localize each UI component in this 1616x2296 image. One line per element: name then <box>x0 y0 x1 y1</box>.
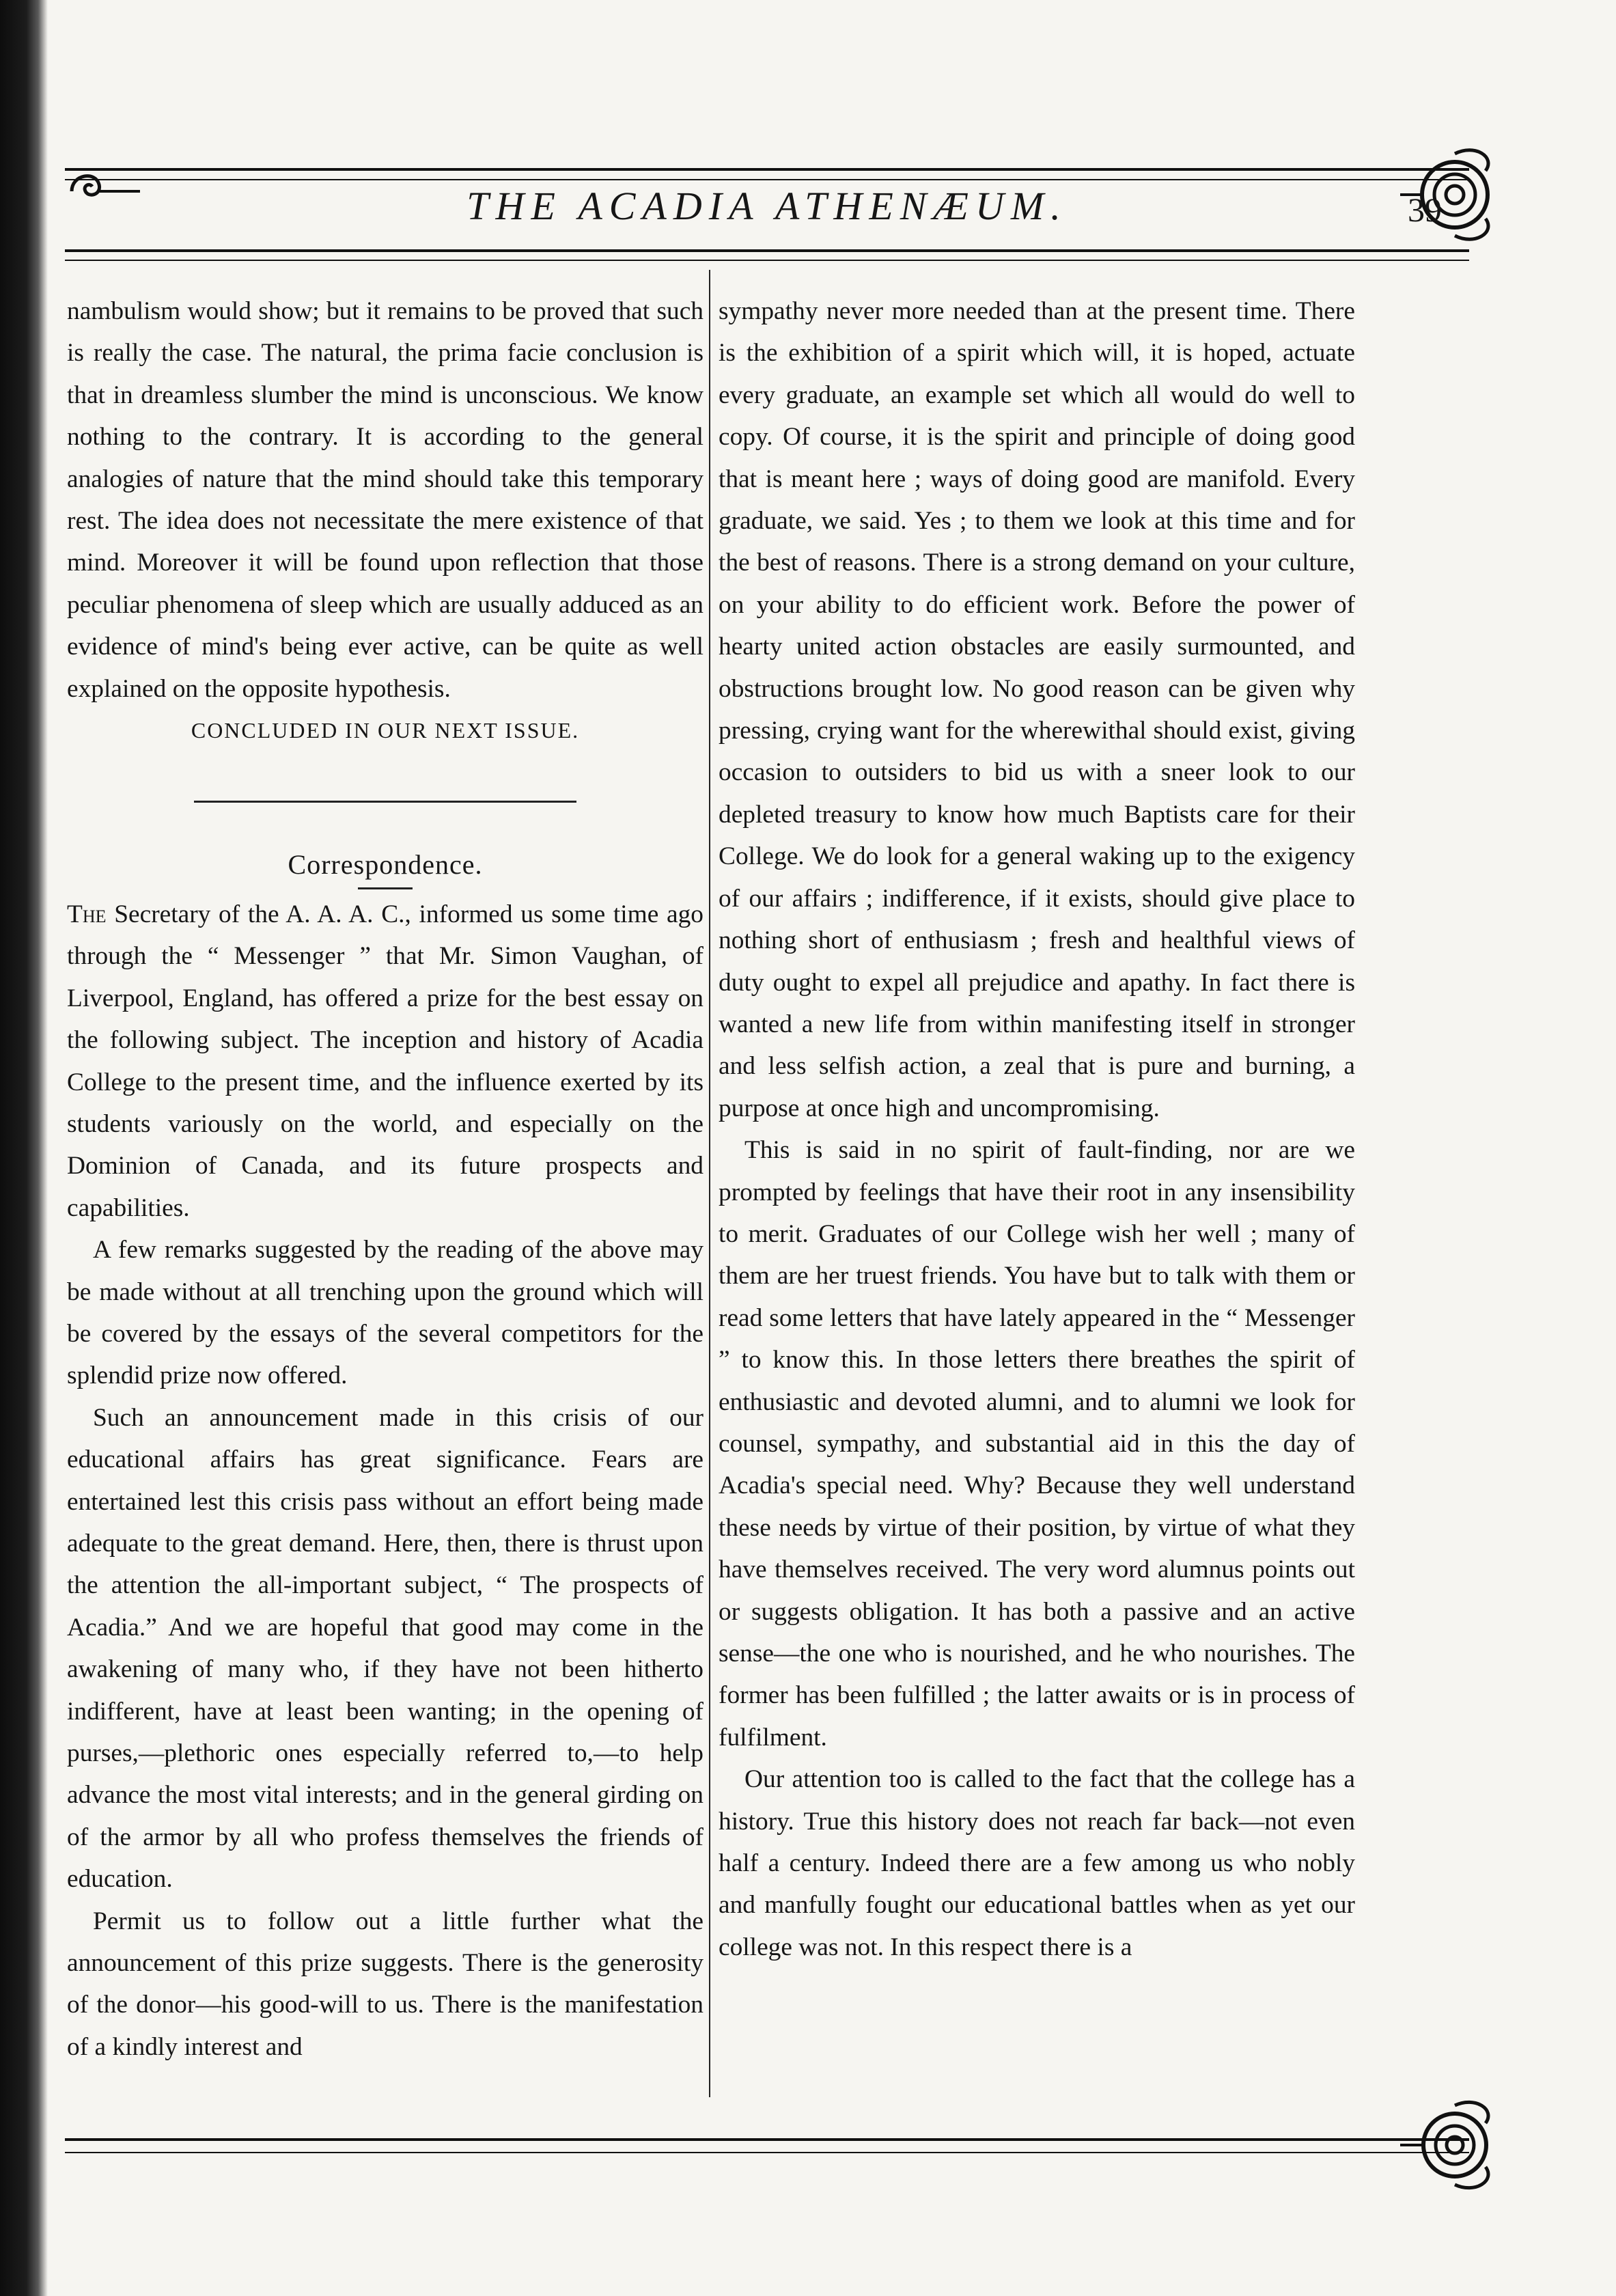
section-divider <box>194 801 576 803</box>
paragraph-body: Secretary of the A. A. A. C., informed us some time ago through the “ Messenger ” that Mr. Simon Vaughan, of Liverpool, England, has offered a prize for the best essay on the following subject. The inception and history of Acadia College to the present time, and the influence exerted by its students variously on the world, and especially on the Dominion of Canada, and its future prospects and capabilities. <box>67 900 703 1222</box>
page-number: 39 <box>1408 191 1442 229</box>
paragraph <box>67 894 703 1229</box>
footer-rule <box>65 2138 1469 2141</box>
column-divider <box>709 270 710 2097</box>
left-column <box>67 290 703 2068</box>
drop-word: The <box>67 900 107 928</box>
heading-underline <box>358 887 413 889</box>
journal-title: THE ACADIA ATHENÆUM. <box>466 184 1068 228</box>
paragraph: sympathy never more needed than at the present time. There is the exhibition of a spirit which will, it is hoped, actuate every graduate, an example set which all would do well to copy. Of course, it is the spirit and principle of doing good that is meant here ; ways of doing good are manifold. Every graduate, we said. Yes ; to them we look at this time and for the best of reasons. There is a strong demand on your culture, on your ability to do efficient work. Before the power of hearty united action obstacles are easily surmounted, and obstructions brought low. No good reason can be given why pressing, crying want for the wherewithal should exist, giving occasion to outsiders to bid us with a sneer look to our depleted treasury to know how much Baptists care for their College. We do look for a general waking up to the exigency of our affairs ; indifference, if it exists, should give place to nothing short of enthusiasm ; fresh and healthful views of duty ought to expel all prejudice and apathy. In fact there is wanted a new life from within manifesting itself in stronger and less selfish action, a zeal that is pure and burning, a purpose at once high and uncompromising. <box>719 297 1355 1122</box>
right-column <box>719 290 1355 1968</box>
footer-rule-thin <box>65 2152 1469 2153</box>
paragraph: A few remarks suggested by the reading of the above may be made without at all trenching upon the ground which will be covered by the essays of the several competitors for the splendid prize now offered. <box>67 1236 703 1390</box>
section-heading: Correspondence. <box>288 849 483 881</box>
paragraph: This is said in no spirit of fault-finding, nor are we prompted by feelings that have their root in any insensibility to merit. Graduates of our College wish her well ; many of them are her truest friends. You have but to talk with them or read some letters that have lately appeared in the “ Messenger ” to know this. In those letters there breathes the spirit of enthusiastic and devoted alumni, and to alumni we look for counsel, sympathy, and substantial aid in this the day of Acadia's special need. Why? Because they well understand these needs by virtue of their position, by virtue of what they have themselves received. The very word alumnus points out or suggests obligation. It has both a passive and an active sense—the one who is nourished, and he who nourishes. The former has been fulfilled ; the latter awaits or is in process of fulfilment. <box>719 1136 1355 1752</box>
header-rule-top-thin <box>65 179 1469 180</box>
scroll-ornament-icon <box>1400 2090 1509 2200</box>
continued-note: CONCLUDED IN OUR NEXT ISSUE. <box>191 718 580 743</box>
paragraph: Such an announcement made in this crisis of our educational affairs has great significance. Fears are entertained lest this crisis pass without an effort being made adequate to the great demand. Here, then, there is thrust upon the attention the all-important subject, “ The prospects of Acadia.” And we are hopeful that good may come in the awakening of many who, if they have not been hitherto indifferent, have at least been wanting; in the opening of purses,—plethoric ones especially referred to,—to help advance the most vital interests; and in the general girding on of the armor by all who profess themselves the friends of education. <box>67 1403 703 1894</box>
header-rule-bottom-thin <box>65 260 1469 261</box>
header-rule-bottom <box>65 249 1469 252</box>
paragraph: Our attention too is called to the fact that the college has a history. True this history does not reach far back—not even half a century. Indeed there are a few among us who nobly and manfully fought our educational battles when as yet our college was not. In this respect there is a <box>719 1765 1355 1961</box>
paragraph: Permit us to follow out a little further what the announcement of this prize suggests. There is the generosity of the donor—his good-will to us. There is the manifestation of a kindly interest and <box>67 1907 703 2061</box>
paragraph: nambulism would show; but it remains to be proved that such is really the case. The natural, the prima facie conclusion is that in dreamless slumber the mind is unconscious. We know nothing to the contrary. It is according to the general analogies of nature that the mind should take this temporary rest. The idea does not necessitate the mere existence of that mind. Moreover it will be found upon reflection that those peculiar phenomena of sleep which are usually adduced as an evidence of mind's being ever active, can be quite as well explained on the opposite hypothesis. <box>67 297 703 703</box>
header-rule-top <box>65 168 1469 171</box>
binding-shadow <box>0 0 48 2296</box>
